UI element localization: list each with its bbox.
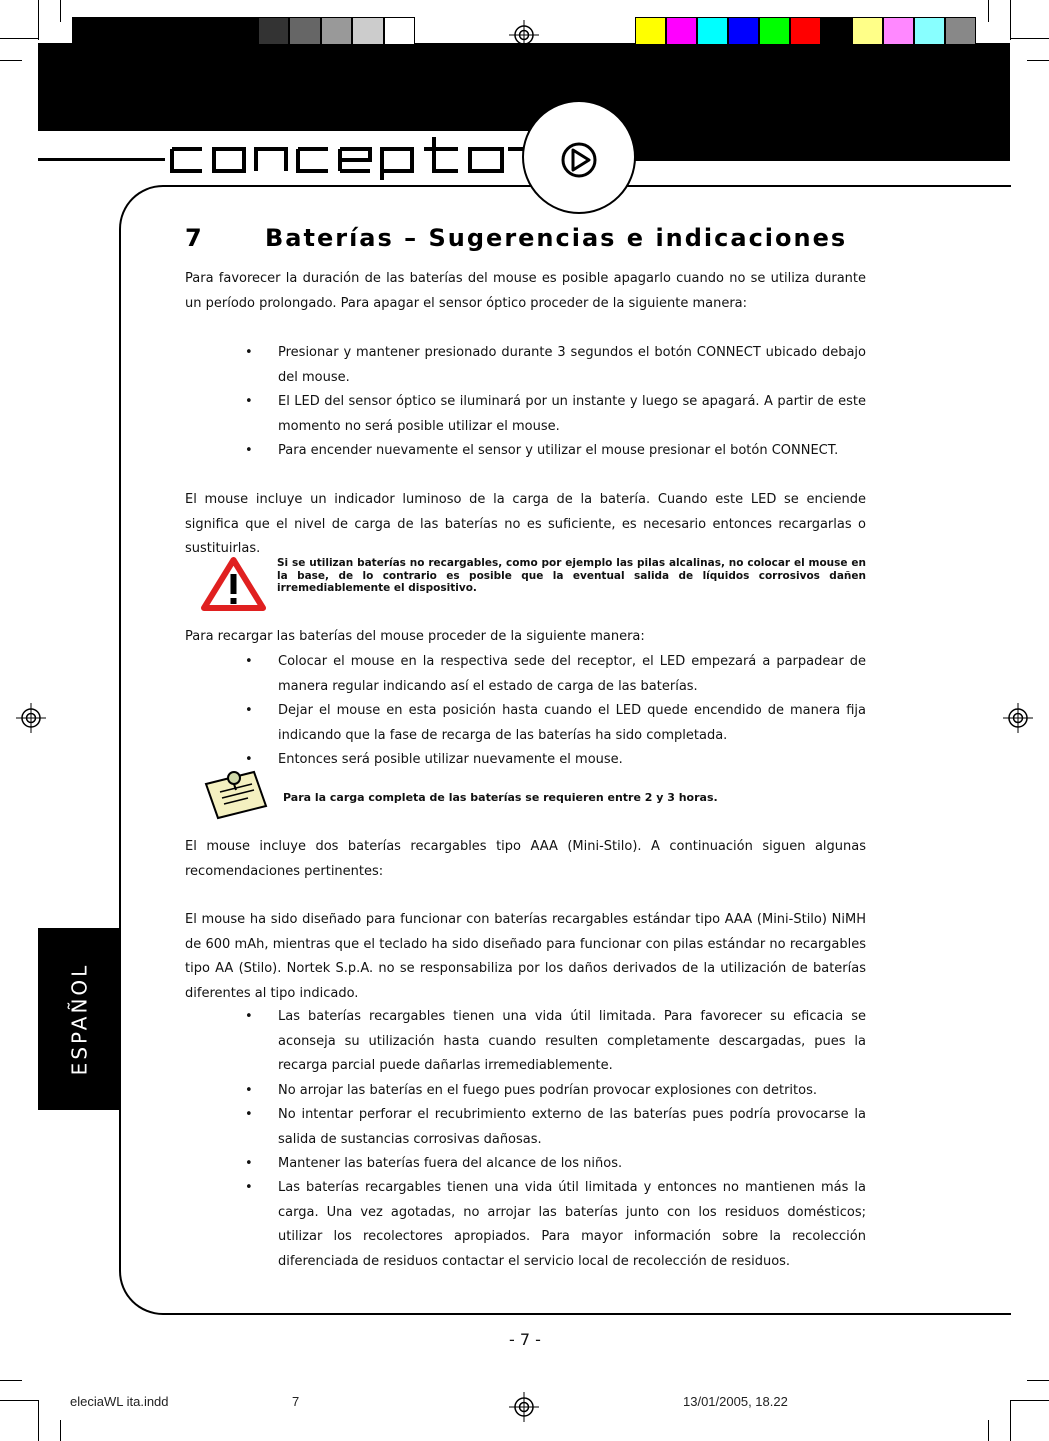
crop-mark [60, 0, 61, 22]
list-item: • Colocar el mouse en la respectiva sede del receptor, el LED empezará a parpadear de manera regular indicando así el estado de carga de las baterías. [245, 650, 866, 699]
gray-swatch [352, 17, 384, 45]
crop-mark [1010, 38, 1049, 39]
section-number: 7 [185, 224, 204, 252]
list-item: • Para encender nuevamente el sensor y utilizar el mouse presionar el botón CONNECT. [245, 439, 866, 464]
list-item: • Las baterías recargables tienen una vida útil limitada. Para favorecer su eficacia se aconseja su utilización hasta cuando resulten completamente descargadas, pues la recarga parcial puede dañarlas irremediablemente. [245, 1005, 866, 1079]
color-swatch [914, 17, 945, 45]
footer-timestamp: 13/01/2005, 18.22 [683, 1394, 788, 1409]
recharge-intro: Para recargar las baterías del mouse proceder de la siguiente manera: [185, 629, 645, 644]
gray-swatch [258, 17, 289, 45]
crop-mark [38, 1400, 39, 1441]
play-circle-icon [560, 141, 598, 179]
list-item: • Entonces será posible utilizar nuevamente el mouse. [245, 748, 866, 773]
note-pin-icon [200, 768, 280, 820]
bullet-icon: • [245, 1156, 253, 1171]
crop-mark [38, 0, 39, 40]
bullet-icon: • [245, 345, 253, 360]
bullet-icon: • [245, 394, 253, 409]
color-swatch [821, 17, 852, 45]
list-item: • Mantener las baterías fuera del alcance de los niños. [245, 1152, 866, 1177]
registration-mark-icon [16, 703, 46, 733]
list-item: • El LED del sensor óptico se iluminará por un instante y luego se apagará. A partir de este momento no será posible utilizar el mouse. [245, 390, 866, 439]
header-divider [633, 158, 1010, 161]
bullet-icon: • [245, 703, 253, 718]
gray-swatch [289, 17, 321, 45]
crop-mark [1027, 1380, 1049, 1381]
gray-swatch [384, 17, 415, 45]
crop-mark [0, 1400, 38, 1401]
gray-swatch [72, 17, 258, 45]
gray-swatch [321, 17, 352, 45]
crop-mark [1027, 60, 1049, 61]
footer-page: 7 [292, 1394, 300, 1409]
crop-mark [0, 60, 22, 61]
batteries-intro: El mouse incluye dos baterías recargables tipo AAA (Mini-Stilo). A continuación siguen algunas recomendaciones pertinentes: [185, 839, 866, 879]
crop-mark [988, 1420, 989, 1441]
list-item: • No intentar perforar el recubrimiento externo de las baterías pues podría provocarse la salida de sustancias corrosivas dañosas. [245, 1103, 866, 1152]
crop-mark [988, 0, 989, 22]
list-item: • No arrojar las baterías en el fuego pues podrían provocar explosiones con detritos. [245, 1079, 866, 1104]
bullet-icon: • [245, 654, 253, 669]
bullet-icon: • [245, 1107, 253, 1122]
bullet-icon: • [245, 752, 253, 767]
logo-wordmark [168, 135, 528, 180]
color-swatch [635, 17, 666, 45]
list-item: • Dejar el mouse en esta posición hasta cuando el LED quede encendido de manera fija indicando que la fase de recarga de las baterías ha sido completada. [245, 699, 866, 748]
crop-mark [60, 1420, 61, 1441]
bullet-icon: • [245, 1083, 253, 1098]
list-item: • Presionar y mantener presionado durante 3 segundos el botón CONNECT ubicado debajo del mouse. [245, 341, 866, 390]
color-swatch [728, 17, 759, 45]
warning-text: Si se utilizan baterías no recargables, como por ejemplo las pilas alcalinas, no colocar el mouse en la base, de lo contrario es posible que la eventual salida de líquidos corrosivos dañen irremediablemente el dispositivo. [277, 557, 866, 594]
design-paragraph: El mouse ha sido diseñado para funcionar con baterías recargables estándar tipo AAA (Mini-Stilo) NiMH de 600 mAh, mientras que el teclado ha sido diseñado para funcionar con pilas estándar no recargables tipo AA (Stilo). Nortek S.p.A. no se responsabiliza por los daños derivados de la utilización de baterías diferentes al tipo indicado. [185, 912, 866, 1001]
bullet-icon: • [245, 443, 253, 458]
language-tab-label-wrap [38, 928, 120, 1110]
registration-mark-icon [509, 1392, 539, 1422]
color-swatch [759, 17, 790, 45]
color-swatch [666, 17, 697, 45]
crop-mark [1010, 1400, 1011, 1441]
crop-mark [1010, 0, 1011, 40]
list-item: • Las baterías recargables tienen una vida útil limitada y entonces no mantienen más la carga. Una vez agotadas, no arrojar las baterías junto con los residuos domésticos; utilizar los recolectores apropiados. Para mayor información sobre la recolección diferenciada de residuos contactar el servicio local de recolección de residuos. [245, 1176, 866, 1274]
language-tab-label: ESPAÑOL [67, 962, 92, 1076]
footer-filename: eleciaWL ita.indd [70, 1394, 169, 1409]
crop-mark [0, 38, 38, 39]
color-swatch [790, 17, 821, 45]
crop-mark [0, 1380, 22, 1381]
indicator-paragraph: El mouse incluye un indicador luminoso de la carga de la batería. Cuando este LED se enciende significa que el nivel de carga de las baterías no es suficiente, es necesario entonces recargarlas o sustituirlas. [185, 492, 866, 556]
warning-triangle-icon [200, 556, 267, 612]
intro-paragraph: Para favorecer la duración de las baterías del mouse es posible apagarlo cuando no se utiliza durante un período prolongado. Para apagar el sensor óptico proceder de la siguiente manera: [185, 271, 866, 311]
bullet-icon: • [245, 1009, 253, 1024]
page-number: - 7 - [509, 1330, 541, 1349]
section-title: Baterías – Sugerencias e indicaciones [265, 224, 848, 252]
color-swatch [852, 17, 883, 45]
note-text: Para la carga completa de las baterías se requieren entre 2 y 3 horas. [283, 791, 718, 804]
bullet-icon: • [245, 1180, 253, 1195]
color-swatch [883, 17, 914, 45]
color-swatch [697, 17, 728, 45]
crop-mark [1010, 1400, 1049, 1401]
color-swatch [945, 17, 976, 45]
